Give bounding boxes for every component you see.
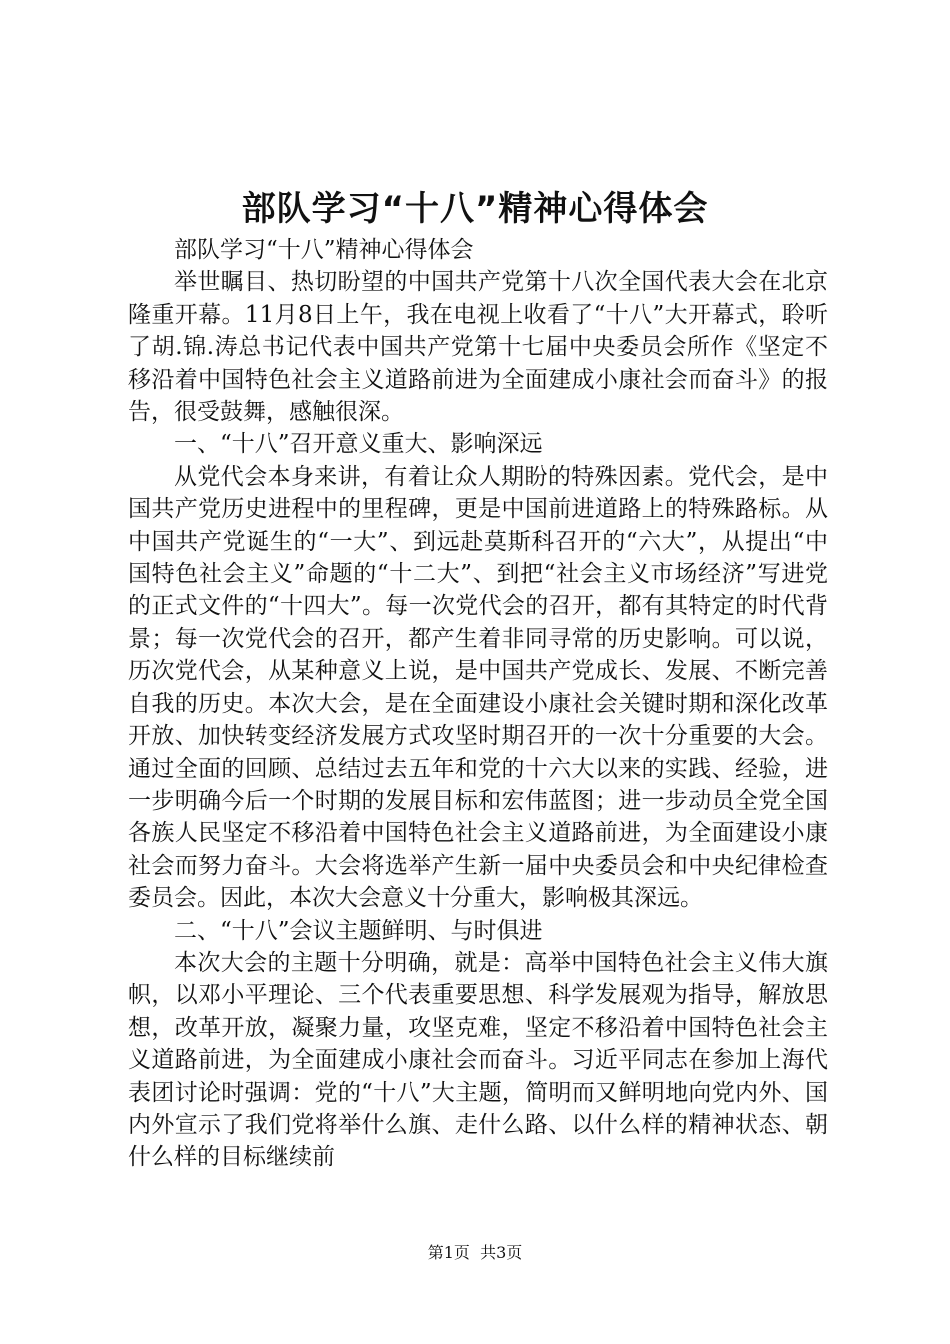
section-heading-2: 二、“十八”会议主题鲜明、与时俱进 [174,917,543,944]
paragraph-section-1: 从党代会本身来讲，有着让众人期盼的特殊因素。党代会，是中国共产党历史进程中的里程碑，更是中国前进道路上的特殊路标。从中国共产党诞生的“一大”、到远赴莫斯科召开的“六大”，从提出“中国特色社会主义”命题的“十二大”、到把“社会主义市场经济”写进党的正式文件的“十四大”。每一次党代会的召开，都有其特定的时代背景；每一次党代会的召开，都产生着非同寻常的历史影响。可以说，历次党代会，从某种意义上说，是中国共产党成长、发展、不断完善自我的历史。本次大会，是在全面建设小康社会关键时期和深化改革开放、加快转变经济发展方式攻坚时期召开的一次十分重要的大会。通过全面的回顾、总结过去五年和党的十六大以来的实践、经验，进一步明确今后一个时期的发展目标和宏伟蓝图；进一步动员全党全国各族人民坚定不移沿着中国特色社会主义道路前进，为全面建设小康社会而努力奋斗。大会将选举产生新一届中央委员会和中央纪律检查委员会。因此，本次大会意义十分重大，影响极其深远。 [128,463,828,912]
paragraph-subtitle: 部队学习“十八”精神心得体会 [174,237,474,263]
section-heading-1: 一、“十八”召开意义重大、影响深远 [174,431,543,458]
document-body [128,234,828,1174]
paragraph-intro: 举世瞩目、热切盼望的中国共产党第十八次全国代表大会在北京隆重开幕。11月8日上午，我在电视上收看了“十八”大开幕式，聆听了胡.锦.涛总书记代表中国共产党第十七届中央委员会所作《坚定不移沿着中国特色社会主义道路前进为全面建成小康社会而奋斗》的报告，很受鼓舞，感触很深。 [128,269,828,426]
page-footer: 第1页 共3页 [427,1243,523,1262]
document-title: 部队学习“十八”精神心得体会 [241,189,709,229]
paragraph-section-2: 本次大会的主题十分明确，就是：高举中国特色社会主义伟大旗帜，以邓小平理论、三个代表重要思想、科学发展观为指导，解放思想，改革开放，凝聚力量，攻坚克难，坚定不移沿着中国特色社会主义道路前进，为全面建成小康社会而奋斗。习近平同志在参加上海代表团讨论时强调：党的“十八”大主题，简明而又鲜明地向党内外、国内外宣示了我们党将举什么旗、走什么路、以什么样的精神状态、朝什么样的目标继续前 [128,949,828,1171]
